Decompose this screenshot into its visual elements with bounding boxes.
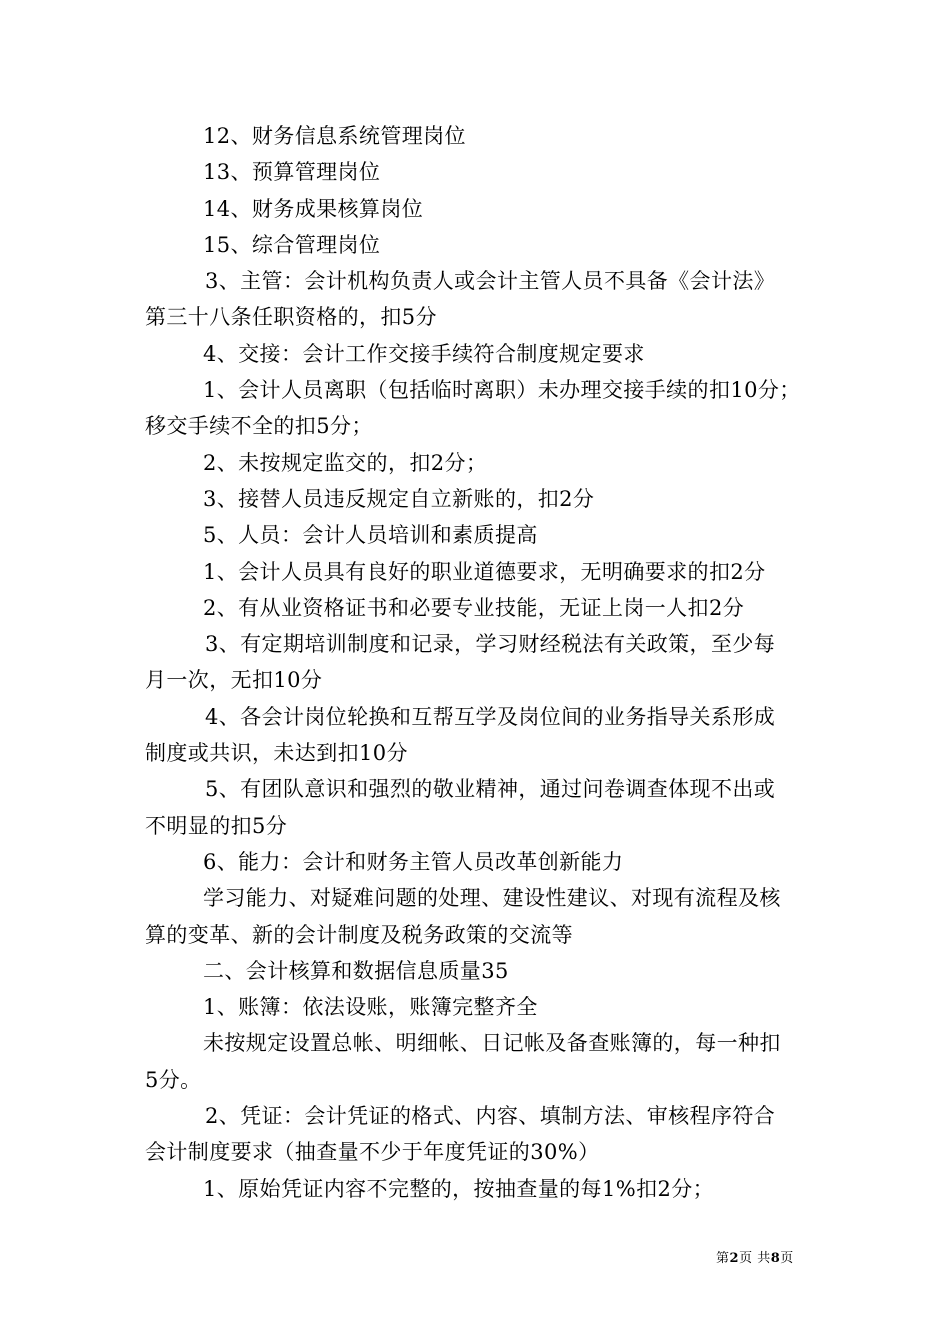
text-line: 3、有定期培训制度和记录，学习财经税法有关政策，至少每 (205, 632, 776, 657)
text-line: 14、财务成果核算岗位 (203, 196, 424, 221)
current-page-number: 2 (729, 1251, 740, 1266)
text-line: 月一次，无扣10分 (145, 668, 323, 693)
text-line: 学习能力、对疑难问题的处理、建设性建议、对现有流程及核 (203, 886, 781, 911)
text-line: 移交手续不全的扣5分； (145, 414, 373, 439)
text-line: 3、接替人员违反规定自立新账的，扣2分 (203, 486, 595, 511)
text-line: 未按规定设置总帐、明细帐、日记帐及备查账簿的，每一种扣 (203, 1031, 781, 1056)
section-heading: 二、会计核算和数据信息质量35 (203, 958, 509, 983)
total-page-count: 8 (770, 1251, 781, 1266)
footer-prefix: 第 (716, 1251, 730, 1266)
text-line: 6、能力：会计和财务主管人员改革创新能力 (203, 849, 624, 874)
text-line: 1、会计人员具有良好的职业道德要求，无明确要求的扣2分 (203, 559, 766, 584)
footer-suffix: 页 (780, 1251, 794, 1266)
text-line: 2、凭证：会计凭证的格式、内容、填制方法、审核程序符合 (205, 1104, 776, 1129)
page-number-footer (716, 1247, 794, 1266)
footer-middle: 页 共 (739, 1251, 771, 1266)
text-line: 1、账簿：依法设账，账簿完整齐全 (203, 995, 538, 1020)
text-line: 5、人员：会计人员培训和素质提高 (203, 523, 538, 548)
text-line: 会计制度要求（抽查量不少于年度凭证的30%） (145, 1140, 600, 1165)
text-line: 制度或共识，未达到扣10分 (145, 741, 408, 766)
text-line: 5分。 (145, 1067, 202, 1092)
text-line: 算的变革、新的会计制度及税务政策的交流等 (145, 922, 573, 947)
text-line: 第三十八条任职资格的，扣5分 (145, 305, 437, 330)
text-line: 1、原始凭证内容不完整的，按抽查量的每1%扣2分； (203, 1176, 715, 1201)
text-line: 2、未按规定监交的，扣2分； (203, 450, 488, 475)
text-line: 4、交接：会计工作交接手续符合制度规定要求 (203, 341, 645, 366)
text-line: 12、财务信息系统管理岗位 (203, 124, 466, 148)
text-line: 4、各会计岗位轮换和互帮互学及岗位间的业务指导关系形成 (205, 704, 776, 729)
document-body (145, 118, 810, 1207)
text-line: 2、有从业资格证书和必要专业技能，无证上岗一人扣2分 (203, 595, 745, 620)
text-line: 3、主管：会计机构负责人或会计主管人员不具备《会计法》 (205, 269, 776, 294)
text-line: 5、有团队意识和强烈的敬业精神，通过问卷调查体现不出或 (205, 777, 776, 802)
text-line: 不明显的扣5分 (145, 813, 288, 838)
text-line: 1、会计人员离职（包括临时离职）未办理交接手续的扣10分； (203, 378, 801, 403)
text-line: 15、综合管理岗位 (203, 232, 381, 257)
text-line: 13、预算管理岗位 (203, 160, 381, 185)
